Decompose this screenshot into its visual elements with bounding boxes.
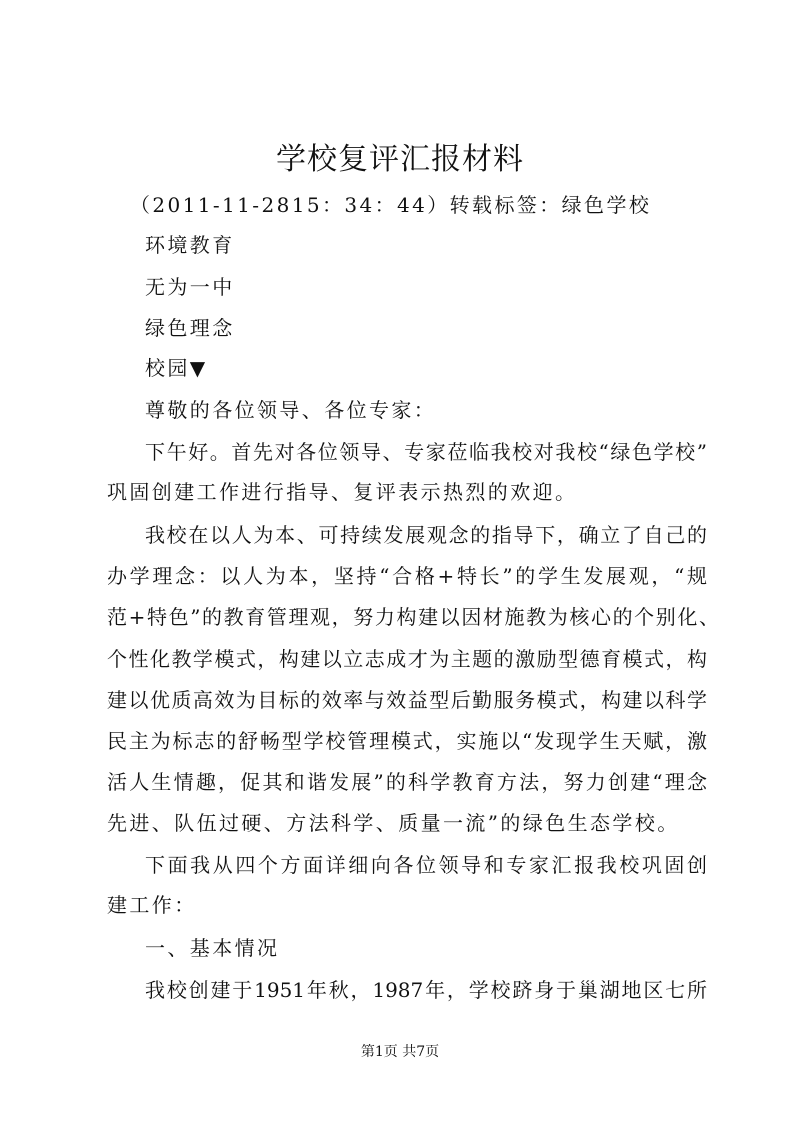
paragraph-line: 建以优质高效为目标的效率与效益型后勤服务模式，构建以科学 xyxy=(107,688,707,712)
paragraph-line: 我校在以人为本、可持续发展观念的指导下，确立了自己的 xyxy=(145,523,707,547)
paragraph-line: 活人生情趣，促其和谐发展”的科学教育方法，努力创建“理念 xyxy=(107,770,707,794)
tag-line: 绿色理念 xyxy=(145,316,235,340)
tag-line: 环境教育 xyxy=(145,233,235,257)
paragraph-line: 建工作： xyxy=(107,893,197,917)
paragraph-line: 范+特色”的教育管理观，努力构建以因材施教为核心的个别化、 xyxy=(107,605,719,629)
paragraph-line: 个性化教学模式，构建以立志成才为主题的激励型德育模式，构 xyxy=(107,647,707,671)
tag-line: 无为一中 xyxy=(145,275,235,299)
paragraph-line: 我校创建于1951年秋，1987年，学校跻身于巢湖地区七所 xyxy=(145,978,707,1002)
paragraph-line: 先进、队伍过硬、方法科学、质量一流”的绿色生态学校。 xyxy=(107,811,680,835)
paragraph-line: 办学理念：以人为本，坚持“合格+特长”的学生发展观，“规 xyxy=(107,564,707,588)
paragraph-line: 尊敬的各位领导、各位专家： xyxy=(145,398,437,422)
paragraph-line: 民主为标志的舒畅型学校管理模式，实施以“发现学生天赋，激 xyxy=(107,729,707,753)
paragraph-line: 巩固创建工作进行指导、复评表示热烈的欢迎。 xyxy=(107,480,578,504)
section-heading: 一、基本情况 xyxy=(145,936,280,960)
paragraph-line: 下面我从四个方面详细向各位领导和专家汇报我校巩固创 xyxy=(145,853,707,877)
tag-line: 校园▼ xyxy=(145,356,208,380)
meta-line: （2011-11-2815：34：44）转载标签：绿色学校 xyxy=(130,193,652,217)
page-footer: 第1页 共7页 xyxy=(360,1044,440,1060)
paragraph-line: 下午好。首先对各位领导、专家莅临我校对我校“绿色学校” xyxy=(145,440,707,464)
document-title: 学校复评汇报材料 xyxy=(276,142,524,177)
